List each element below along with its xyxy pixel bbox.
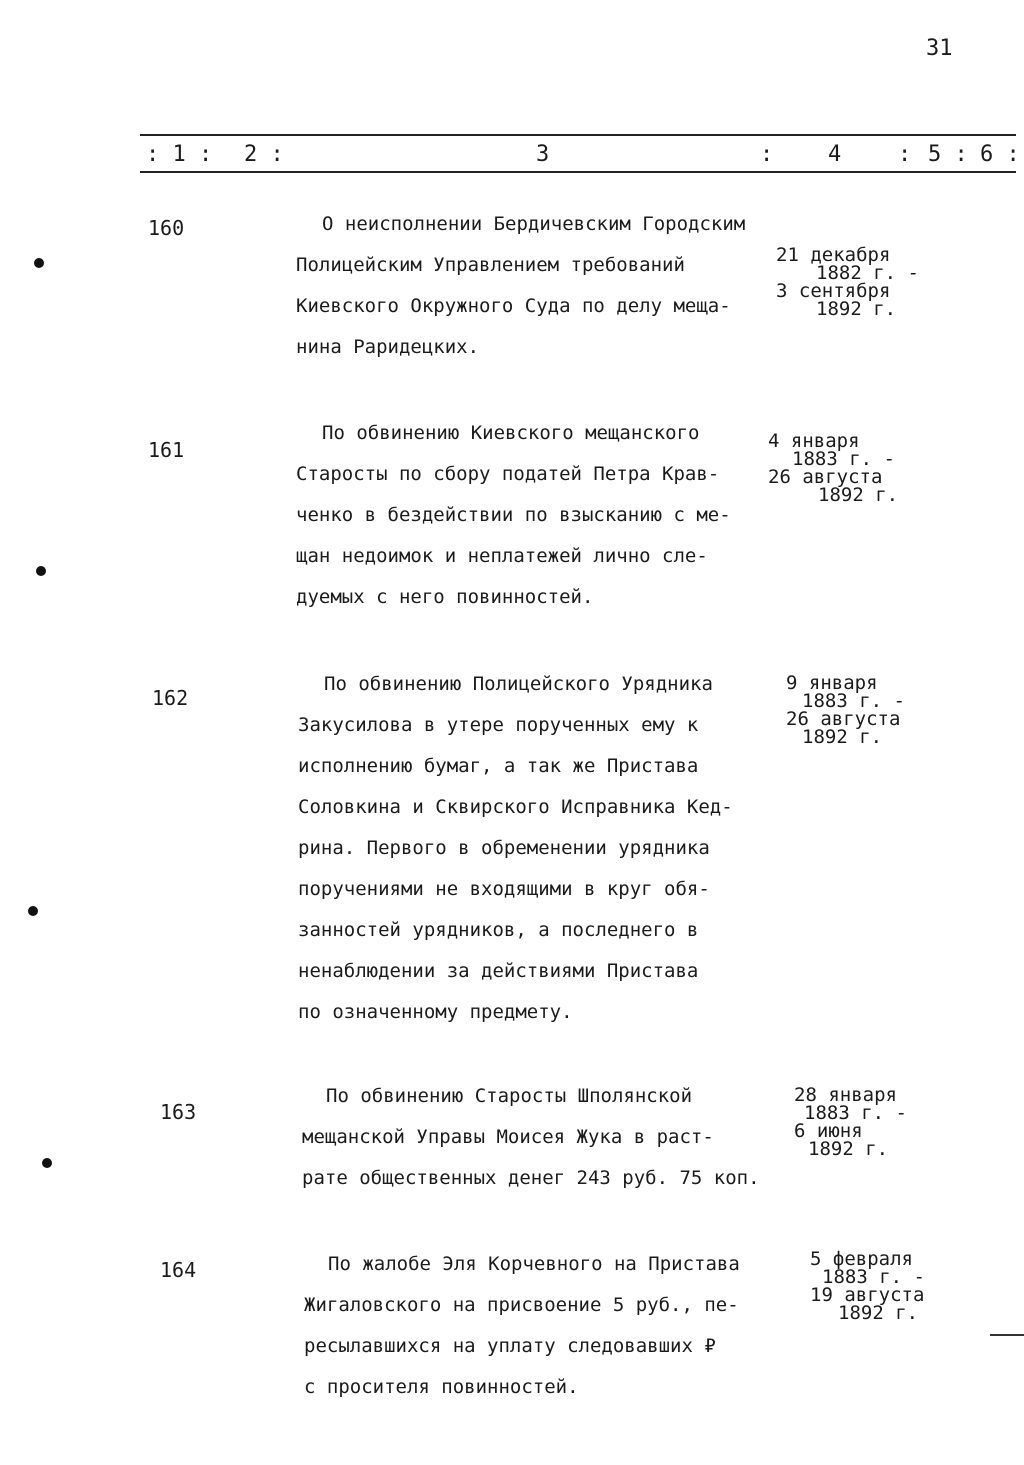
description-line: Старосты по сбору податей Петра Крав-	[296, 463, 720, 485]
date-end-year: 1892 г.	[802, 726, 883, 748]
date-end-day: 26 августа	[786, 708, 901, 730]
description-line: ненаблюдении за действиями Пристава	[298, 960, 699, 982]
header-sep-3: :	[760, 142, 774, 167]
description-line: исполнению бумаг, а так же Пристава	[298, 755, 699, 777]
description-line: По жалобе Эля Корчевного на Пристава	[328, 1253, 740, 1275]
date-start-day: 21 декабря	[776, 244, 891, 266]
entry-description	[298, 664, 733, 1033]
entry-description	[296, 413, 731, 618]
date-start-year: 1883 г. -	[792, 448, 895, 470]
entry-dates	[810, 1250, 925, 1322]
description-line: Закусилова в утере порученных ему к	[298, 714, 699, 736]
description-line: Полицейским Управлением требований	[296, 254, 685, 276]
description-line: мещанской Управы Моисея Жука в раст-	[302, 1126, 714, 1148]
description-line: рате общественных денег 243 руб. 75 коп.	[302, 1167, 760, 1189]
description-line: по означенному предмету.	[298, 1001, 573, 1023]
header-sep-4: :	[898, 142, 912, 167]
description-line: поручениями не входящими в круг обя-	[298, 878, 710, 900]
entry-dates	[776, 246, 919, 318]
description-line: Киевского Окружного Суда по делу меща-	[296, 295, 731, 317]
entry-number: 164	[160, 1258, 197, 1282]
binding-hole	[34, 258, 44, 268]
entry-number: 161	[148, 438, 185, 462]
date-start-year: 1883 г. -	[822, 1266, 925, 1288]
date-end-year: 1892 г.	[808, 1138, 889, 1160]
date-start-year: 1883 г. -	[802, 690, 905, 712]
description-line: По обвинению Киевского мещанского	[322, 422, 700, 444]
page-number: 31	[926, 36, 953, 61]
date-end-day: 19 августа	[810, 1284, 925, 1306]
entry-dates	[786, 674, 905, 746]
date-start-day: 4 января	[768, 430, 860, 452]
description-line: дуемых с него повинностей.	[296, 586, 594, 608]
date-end-day: 3 сентября	[776, 280, 891, 302]
description-line: О неисполнении Бердичевским Городским	[322, 213, 746, 235]
entry-description	[302, 1076, 760, 1199]
description-line: ченко в бездействии по взысканию с ме-	[296, 504, 731, 526]
header-top-rule	[140, 134, 1016, 136]
date-start-year: 1882 г. -	[816, 262, 919, 284]
header-col-4: 4	[828, 142, 842, 167]
date-start-day: 28 января	[794, 1084, 897, 1106]
description-line: По обвинению Старосты Шполянской	[326, 1085, 693, 1107]
entry-dates	[794, 1086, 907, 1158]
header-col-6: 6 :	[980, 142, 1020, 167]
entry-description	[304, 1244, 740, 1408]
header-col-3: 3	[536, 142, 550, 167]
date-start-day: 5 февраля	[810, 1248, 913, 1270]
description-line: щан недоимок и неплатежей лично сле-	[296, 545, 708, 567]
scan-edge-mark	[990, 1334, 1024, 1336]
entry-description	[296, 204, 745, 368]
description-line: рина. Первого в обременении урядника	[298, 837, 710, 859]
date-end-day: 26 августа	[768, 466, 883, 488]
date-end-year: 1892 г.	[818, 484, 899, 506]
date-end-day: 6 июня	[794, 1120, 863, 1142]
binding-hole	[42, 1158, 52, 1168]
header-col-2: 2 :	[244, 142, 284, 167]
header-bottom-rule	[140, 171, 1016, 173]
date-end-year: 1892 г.	[816, 298, 897, 320]
description-line: Соловкина и Сквирского Исправника Кед-	[298, 796, 733, 818]
entry-number: 160	[148, 216, 185, 240]
date-end-year: 1892 г.	[838, 1302, 919, 1324]
entry-number: 162	[152, 686, 189, 710]
binding-hole	[36, 566, 46, 576]
date-start-day: 9 января	[786, 672, 878, 694]
date-start-year: 1883 г. -	[804, 1102, 907, 1124]
description-line: Жигаловского на присвоение 5 руб., пе-	[304, 1294, 739, 1316]
description-line: По обвинению Полицейского Урядника	[324, 673, 713, 695]
description-line: ресылавшихся на уплату следовавших ₽	[304, 1335, 716, 1357]
description-line: нина Раридецких.	[296, 336, 480, 358]
entry-dates	[768, 432, 898, 504]
header-col-1: : 1 :	[146, 142, 213, 167]
description-line: с просителя повинностей.	[304, 1376, 579, 1398]
binding-hole	[28, 906, 38, 916]
description-line: занностей урядников, а последнего в	[298, 919, 699, 941]
header-col-5: 5 :	[928, 142, 968, 167]
entry-number: 163	[160, 1100, 197, 1124]
